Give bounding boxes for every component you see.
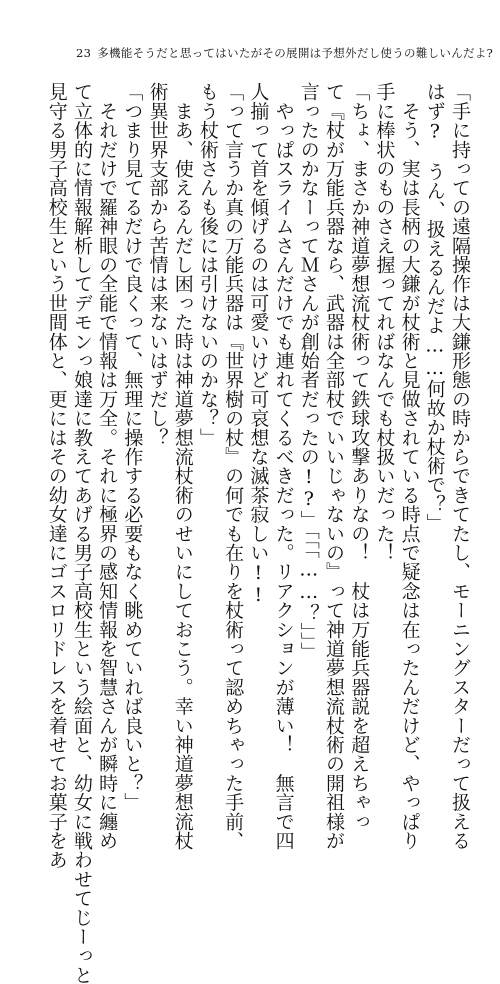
text-line: 手に棒状のものさえ握ってればなんでも杖扱いだった！ — [373, 82, 396, 562]
running-title: 多機能そうだと思ってはいたがその展開は予想外だし使うの難しいんだよ? — [97, 46, 494, 60]
text-line: そう、実は長柄の大鎌が杖術と見做されている時点で疑念は在ったんだけど、やっぱり — [398, 82, 421, 850]
text-line: て『杖が万能兵器なら、武器は全部杖でいいじゃないの』って神道夢想流杖術の開祖様が — [322, 82, 345, 850]
text-line: て立体的に情報解析してデモンっ娘達に教えてあげる男子高校生という絵面と、幼女に戦わせてじーっと — [70, 82, 93, 984]
page-number: 23 — [76, 46, 92, 60]
text-line: 言ったのかなーってＭさんが創始者だったの!?」「「「……？」」」 — [297, 82, 320, 661]
text-line: 「手に持っての遠隔操作は大鎌形態の時からできてたし、モーニングスターだって扱える — [449, 82, 471, 850]
text-line: 「って言うか真の万能兵器は『世界樹の杖』の何でも在りを杖術って認めちゃった手前、 — [222, 82, 245, 850]
text-line: やっぱスライムさんだけでも連れてくるべきだった。リアクションが薄い！ 無言で四 — [272, 82, 295, 850]
text-line: もう杖術さんも後には引けないのかな？」 — [196, 82, 219, 447]
body-text — [44, 82, 472, 984]
text-line: はず? うん、扱えるんだよ……何故か杖術で？」 — [423, 82, 446, 533]
text-line: それだけで羅神眼の全能で情報は万全。それに極界の感知情報を智慧さんが瞬時に纏め — [96, 82, 119, 850]
text-line: 見守る男子高校生という世間体と、更にはその幼女達にゴスロリドレスを着せてお菓子をあ — [45, 82, 68, 870]
text-line: 人揃って首を傾げるのは可愛いけど可哀想な滅茶寂しい!! — [247, 82, 270, 607]
text-line: まあ、使えるんだし困った時は神道夢想流杖術のせいにしておこう。幸い神道夢想流杖 — [171, 82, 194, 850]
text-line: 「つまり見てるだけで良くって、無理に操作する必要もなく眺めていれば良いと？」 — [121, 82, 144, 812]
text-line: 術異世界支部から苦情は来ないはずだし？ — [146, 82, 169, 447]
text-line: 「ちょ、まさか神道夢想流杖術って鉄球攻撃ありなの！ 杖は万能兵器説を超えちゃっ — [348, 82, 371, 831]
page-header — [76, 44, 494, 62]
